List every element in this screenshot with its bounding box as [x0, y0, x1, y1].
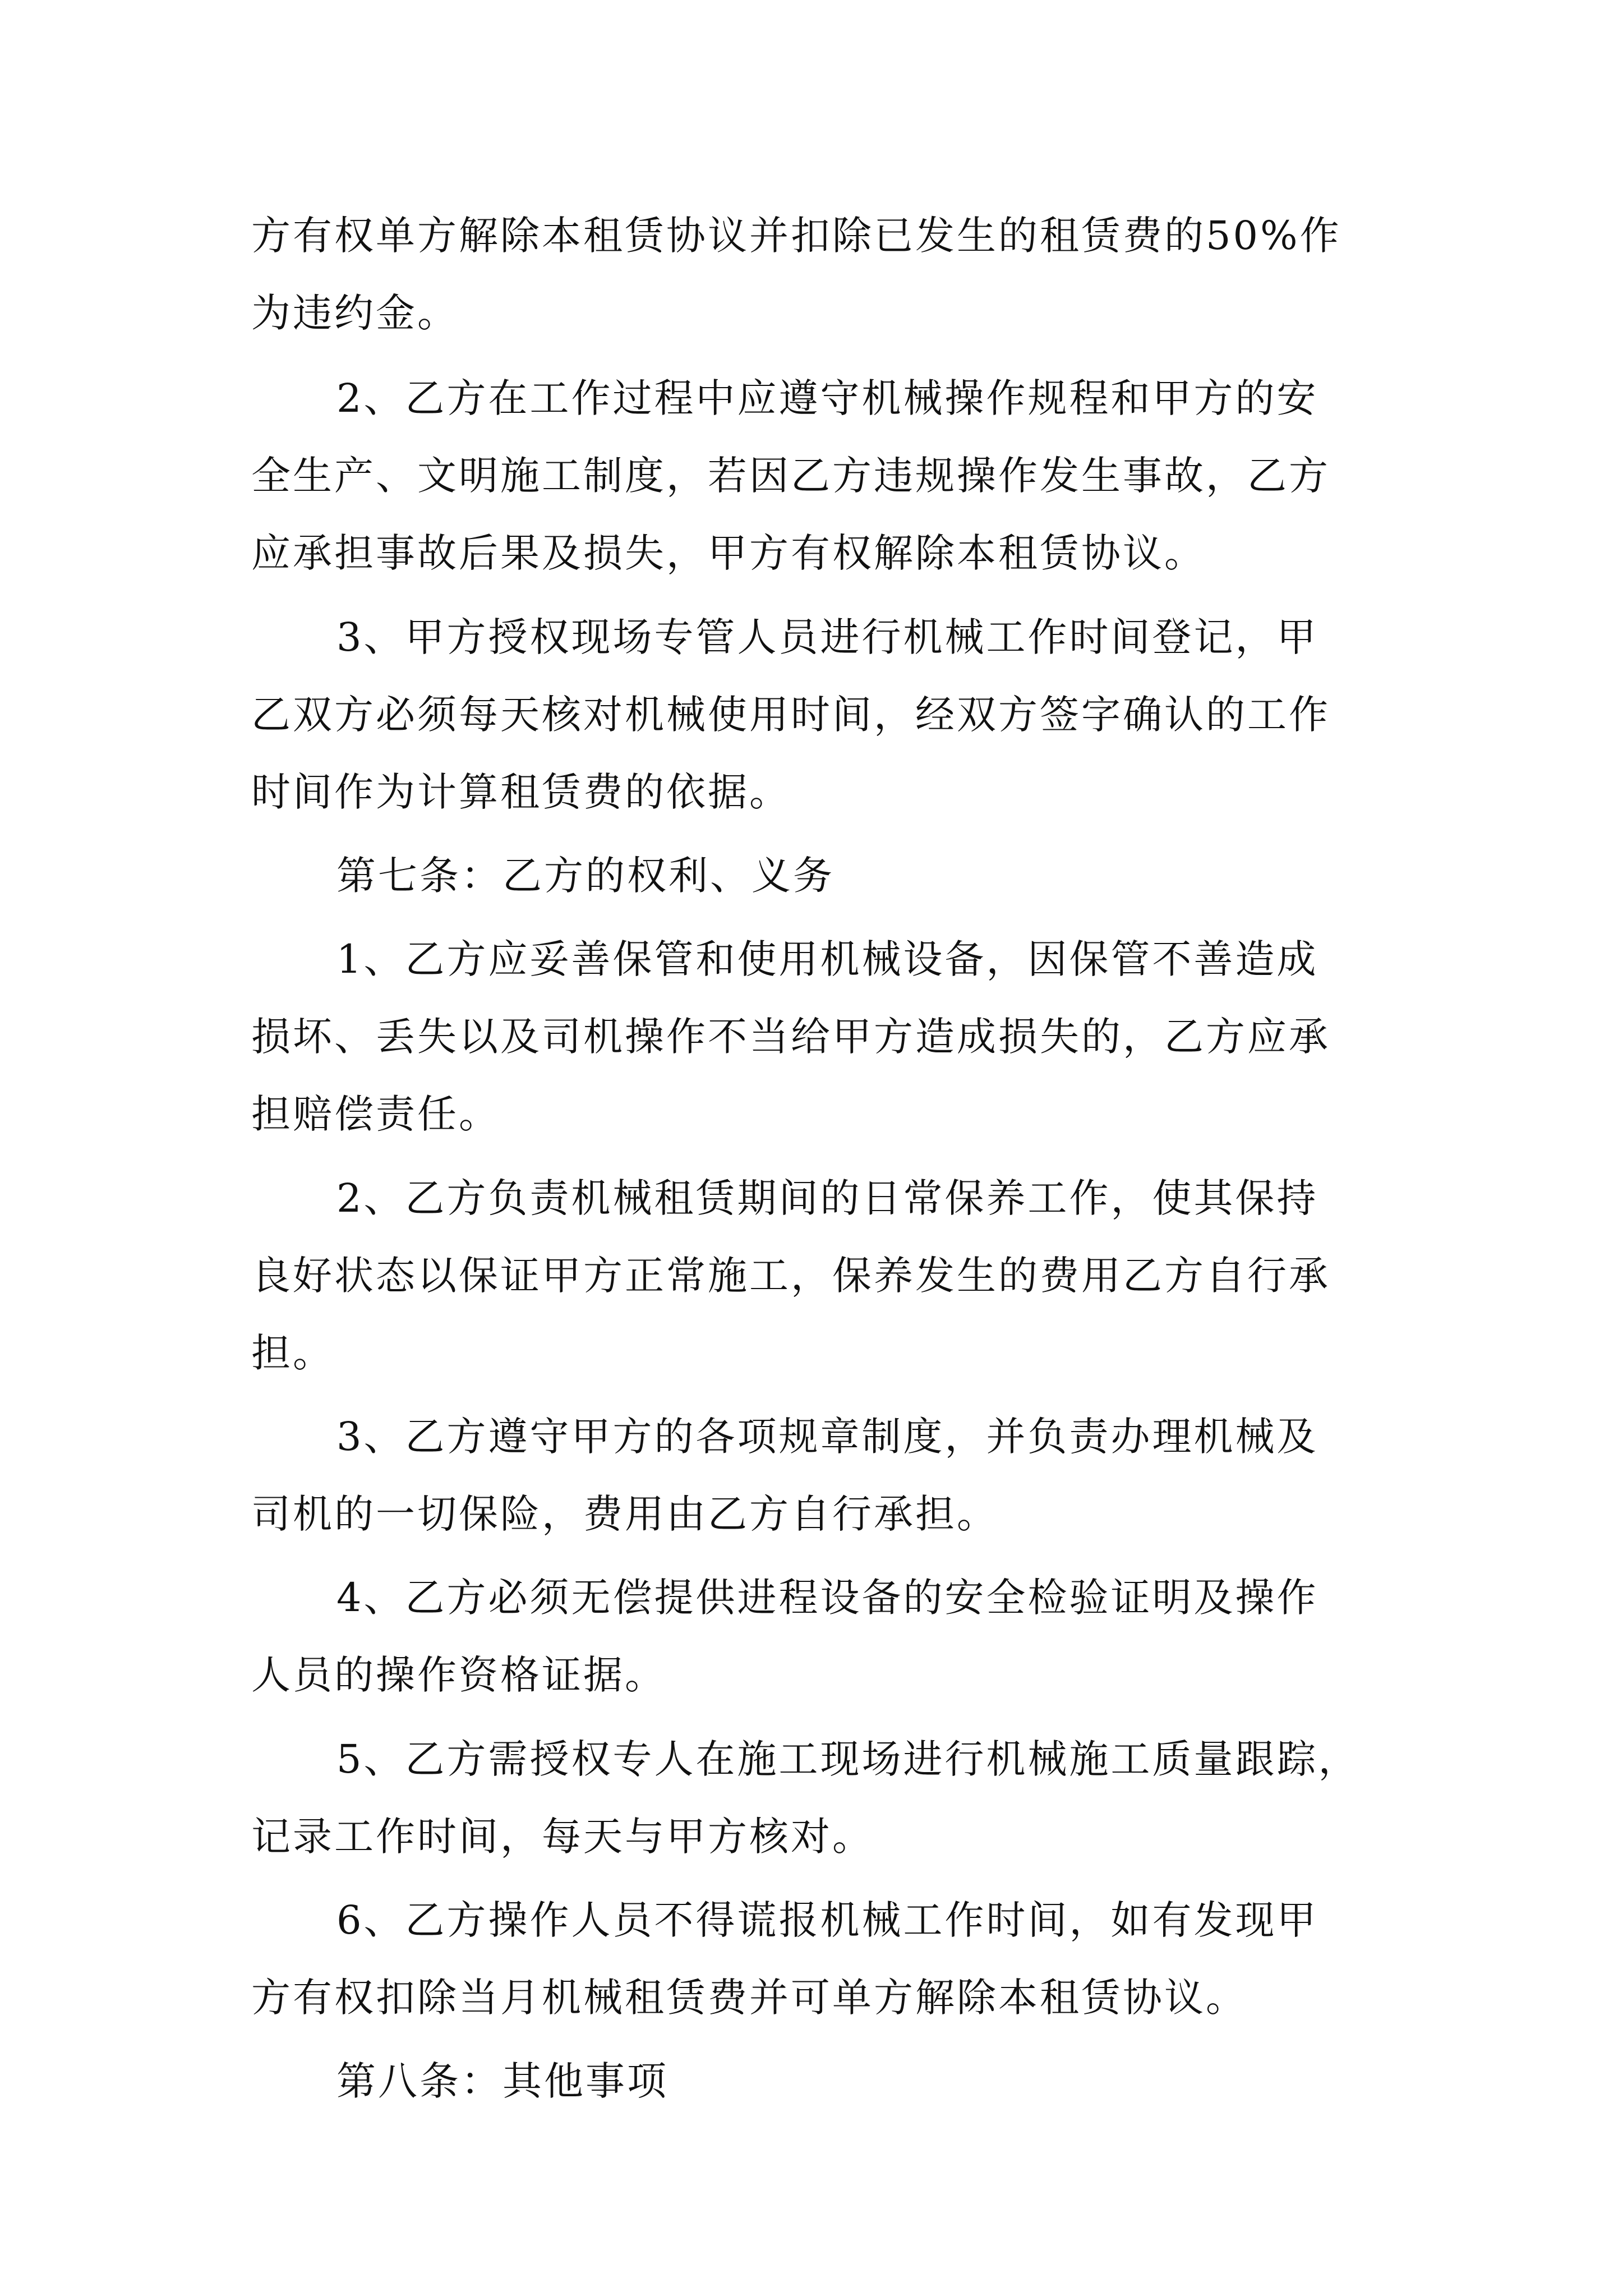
text-line: 记录工作时间，每天与甲方核对。 — [251, 1814, 874, 1860]
text-line: 3、甲方授权现场专管人员进行机械工作时间登记，甲 — [336, 614, 1318, 660]
text-line: 为违约金。 — [251, 290, 459, 336]
text-line: 应承担事故后果及损失，甲方有权解除本租赁协议。 — [251, 530, 1206, 576]
text-line: 全生产、文明施工制度，若因乙方违规操作发生事故，乙方 — [251, 453, 1330, 499]
text-line: 2、乙方负责机械租赁期间的日常保养工作，使其保持 — [336, 1175, 1318, 1221]
text-line: 4、乙方必须无偿提供进程设备的安全检验证明及操作 — [336, 1575, 1318, 1621]
text-line: 方有权扣除当月机械租赁费并可单方解除本租赁协议。 — [251, 1975, 1247, 2021]
text-line: 时间作为计算租赁费的依据。 — [251, 769, 791, 815]
text-line: 人员的操作资格证据。 — [251, 1652, 666, 1698]
text-line: 担。 — [251, 1330, 334, 1376]
section-heading: 第八条：其他事项 — [336, 2058, 668, 2104]
text-line: 1、乙方应妥善保管和使用机械设备，因保管不善造成 — [336, 936, 1318, 982]
section-heading: 第七条：乙方的权利、义务 — [336, 853, 834, 899]
text-line: 3、乙方遵守甲方的各项规章制度，并负责办理机械及 — [336, 1414, 1318, 1460]
text-line: 6、乙方操作人员不得谎报机械工作时间，如有发现甲 — [336, 1897, 1318, 1943]
text-line: 5、乙方需授权专人在施工现场进行机械施工质量跟踪， — [336, 1736, 1360, 1782]
text-line: 担赔偿责任。 — [251, 1091, 500, 1137]
text-line: 司机的一切保险，费用由乙方自行承担。 — [251, 1491, 998, 1537]
text-line: 方有权单方解除本租赁协议并扣除已发生的租赁费的50%作 — [251, 213, 1341, 259]
text-line: 损坏、丢失以及司机操作不当给甲方造成损失的，乙方应承 — [251, 1014, 1330, 1060]
text-line: 良好状态以保证甲方正常施工，保养发生的费用乙方自行承 — [251, 1253, 1330, 1299]
text-line: 乙双方必须每天核对机械使用时间，经双方签字确认的工作 — [251, 692, 1330, 738]
text-line: 2、乙方在工作过程中应遵守机械操作规程和甲方的安 — [336, 375, 1318, 421]
